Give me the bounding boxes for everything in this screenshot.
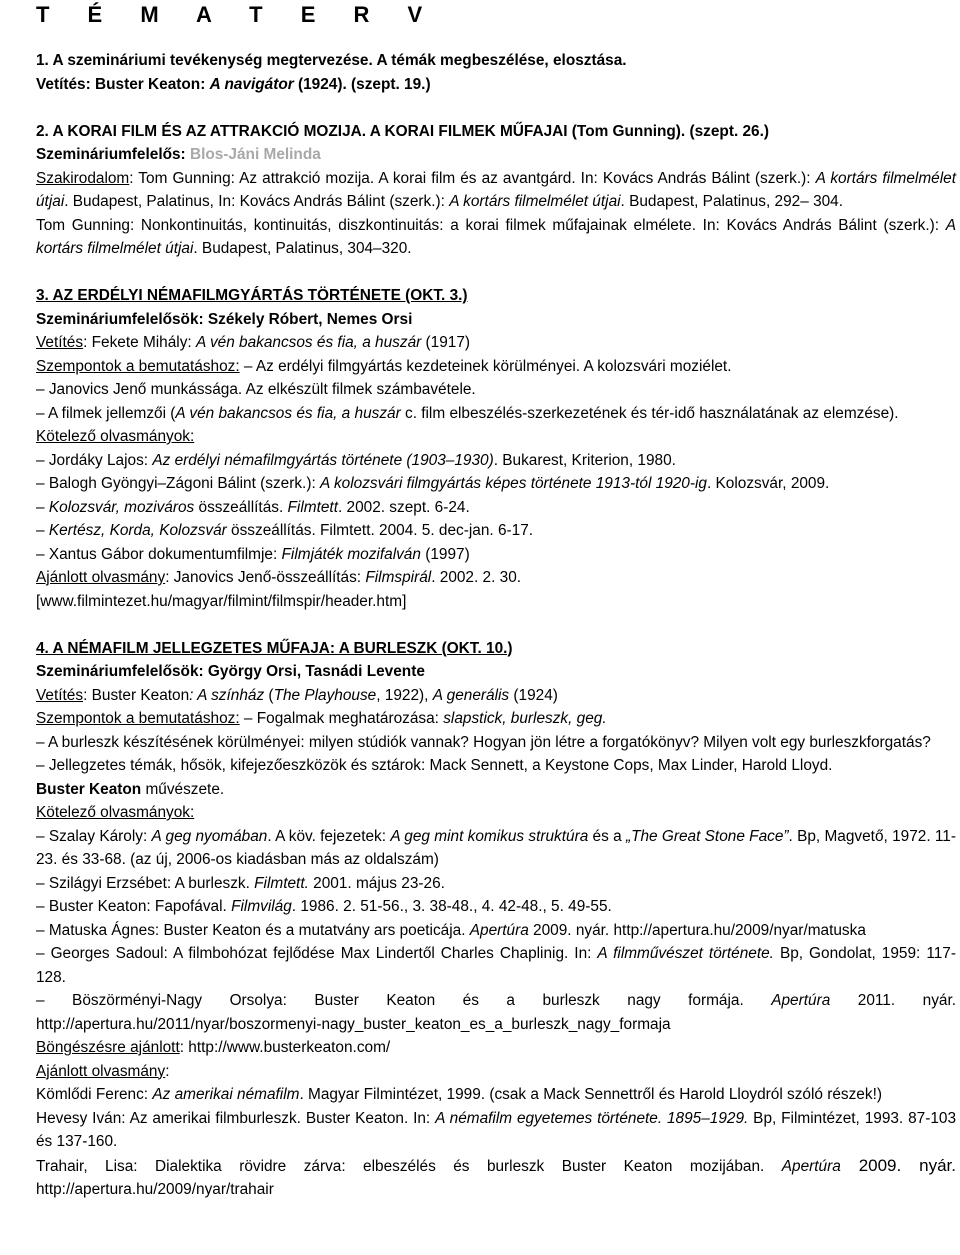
- aspect-text: – A filmek jellemzői (: [36, 404, 176, 422]
- section-3-required-3: [36, 496, 956, 520]
- reading-title: A kortárs filmelmélet útjai: [449, 193, 621, 210]
- reading-text: Hevesy Iván: Az amerikai filmburleszk. Buster Keaton. In:: [36, 1109, 436, 1127]
- reading-text: 2011. nyár. http://apertura.hu/2011/nyar/boszormenyi-nagy_buster_keaton_es_a_burleszk_nagy_formaja: [36, 992, 957, 1033]
- aspect-terms: slapstick, burleszk, geg.: [443, 710, 607, 727]
- section-3-heading: 3. AZ ERDÉLYI NÉMAFILMGYÁRTÁS TÖRTÉNETE (OKT. 3.): [36, 287, 468, 304]
- section-3-required-label: Kötelező olvasmányok:: [36, 428, 195, 445]
- section-2-heading: 2. A KORAI FILM ÉS AZ ATTRAKCIÓ MOZIJA. A KORAI FILMEK MŰFAJAI (Tom Gunning). (szept. 26.): [36, 122, 770, 140]
- screening-tail: (1924). (szept. 19.): [293, 75, 431, 93]
- section-3-aspects-3: [36, 402, 956, 426]
- reading-title: Apertúra: [771, 992, 831, 1009]
- section-4-required-1: [36, 825, 956, 872]
- screening-text: (1917): [421, 334, 471, 351]
- responsible-label: Szemináriumfelelős:: [36, 146, 190, 163]
- section-3-screening: [36, 331, 956, 355]
- aspect-text: művészete.: [141, 780, 225, 798]
- aspects-label: Szempontok a bemutatáshoz:: [36, 357, 240, 375]
- recommended-colon: :: [165, 1062, 170, 1080]
- section-4-browse: [36, 1036, 956, 1060]
- screening-text: Buster Keaton:: [90, 75, 210, 93]
- reading-text: 2009. nyár. http://apertura.hu/2009/nyar/matuska: [528, 921, 866, 939]
- screening-film: A vén bakancsos és fia, a huszár: [195, 334, 422, 351]
- reading-text: – Szalay Károly:: [36, 827, 152, 845]
- reading-title: Filmspirál: [365, 569, 432, 586]
- reading-text: (1997): [420, 545, 470, 563]
- reading-text: . Bukarest, Kriterion, 1980.: [493, 451, 676, 469]
- section-4-recommended-3: [36, 1154, 956, 1202]
- reading-text: . 2002. szept. 6-24.: [337, 498, 470, 516]
- section-3-aspects-1: [36, 355, 956, 379]
- section-3-responsible: Szemináriumfelelősök: Székely Róbert, Nemes Orsi: [36, 310, 413, 328]
- reading-text: összeállítás. Filmtett. 2004. 5. dec-jan. 6-17.: [226, 522, 534, 539]
- reading-text: összeállítás.: [194, 498, 288, 516]
- section-4-aspects-3: – Jellegzetes témák, hősök, kifejezőeszközök és sztárok: Mack Sennett, a Keystone Cops, Max Linder, Harold Lloyd.: [36, 757, 833, 774]
- screening-film: A generális: [432, 686, 510, 704]
- reading-text: – Balogh Gyöngyi–Zágoni Bálint (szerk.):: [36, 475, 321, 492]
- reading-title: Kertész, Korda, Kolozsvár: [48, 522, 227, 539]
- screening-text: : Buster Keaton: [83, 686, 190, 704]
- section-3-required-1: [36, 449, 956, 473]
- recommended-label: Ajánlott olvasmány: [36, 1062, 166, 1080]
- reading-title: A kolozsvári filmgyártás képes története 1913-tól 1920-ig: [320, 475, 707, 492]
- section-3-required-5: [36, 543, 956, 567]
- section-4-required-4: [36, 919, 956, 943]
- reading-text: és a: [588, 827, 626, 845]
- screening-film: The Playhouse: [273, 686, 377, 704]
- reading-link[interactable]: http://apertura.hu/2009/nyar/trahair: [36, 1181, 274, 1198]
- reading-text: . Kolozsvár, 2009.: [706, 475, 830, 492]
- reading-text: – Szilágyi Erzsébet: A burleszk.: [36, 874, 255, 892]
- section-3-link[interactable]: [www.filmintezet.hu/magyar/filmint/filmspir/header.htm]: [36, 592, 407, 610]
- section-4-required-2: [36, 872, 956, 896]
- reading-text: Bp, Gondolat, 1959: 117-128.: [36, 945, 956, 986]
- section-4-required-label: Kötelező olvasmányok:: [36, 804, 195, 821]
- section-4-screening: [36, 684, 956, 708]
- section-4-aspects-1: [36, 707, 956, 731]
- reading-text: Trahair, Lisa: Dialektika rövidre zárva: elbeszélés és burleszk Buster Keaton mozijában.: [36, 1157, 782, 1175]
- section-3-required-2: [36, 472, 956, 496]
- aspect-film: A vén bakancsos és fia, a huszár: [175, 404, 401, 422]
- reading-text: 2001. május 23-26.: [308, 874, 445, 892]
- reading-title: A geg mint komikus struktúra: [390, 827, 589, 845]
- document-body: [36, 49, 956, 1202]
- aspect-text: c. film elbeszélés-szerkezetének és tér-idő használatának az elemzése).: [400, 404, 899, 422]
- reading-title: A némafilm egyetemes története. 1895–1929.: [435, 1109, 749, 1127]
- reading-title: Filmjáték mozifalván: [281, 545, 421, 563]
- section-4-required-3: [36, 895, 956, 919]
- reading-text: 2009. nyár.: [840, 1155, 956, 1175]
- browse-label: Böngészésre ajánlott: [36, 1039, 180, 1056]
- reading-text: . Magyar Filmintézet, 1999. (csak a Mack Sennettről és Harold Lloydról szóló részek!): [299, 1086, 882, 1103]
- literature-label: Szakirodalom: [36, 169, 130, 187]
- recommended-label: Ajánlott olvasmány: [36, 569, 166, 586]
- screening-label: Vetítés: [36, 334, 84, 351]
- reading-text: – Böszörményi-Nagy Orsolya: Buster Keaton és a burleszk nagy formája.: [36, 992, 772, 1009]
- screening-label: Vetítés:: [36, 75, 91, 93]
- screening-text: (: [264, 686, 274, 704]
- reading-text: . Bp, Magvető, 1972. 11-23. és 33-68. (az új, 2006-os kiadásban más az oldalszám): [36, 827, 956, 868]
- screening-text: , 1922),: [376, 686, 433, 704]
- spacer: [36, 261, 956, 285]
- reading-title: „The Great Stone Face”: [625, 827, 789, 845]
- reading-text: . 2002. 2. 30.: [431, 569, 522, 586]
- reading-text: – Buster Keaton: Fapofával.: [36, 898, 232, 915]
- reading-title: Az erdélyi némafilmgyártás története (1903–1930): [152, 451, 494, 469]
- reading-title: Filmtett: [287, 498, 338, 516]
- reading-title: A geg nyomában: [151, 827, 268, 845]
- section-4-recommended-2: [36, 1107, 956, 1154]
- reading-text: – Jordáky Lajos:: [36, 451, 153, 469]
- screening-text: : Fekete Mihály:: [83, 334, 196, 351]
- screening-label: Vetítés: [36, 686, 84, 704]
- screening-film: A navigátor: [209, 75, 294, 93]
- reading-text: Tom Gunning: Nonkontinuitás, kontinuitás, diszkontinuitás: a korai filmek műfajainak elmélete. In: Kovács András Bálint (szerk.):: [36, 216, 946, 234]
- reading-text: : Tom Gunning: Az attrakció mozija. A korai film és az avantgárd. In: Kovács András Bálint (szerk.):: [129, 169, 816, 187]
- screening-film: : A színház: [189, 686, 265, 704]
- section-4-required-5: [36, 942, 956, 989]
- reading-text: – Matuska Ágnes: Buster Keaton és a mutatvány ars poeticája.: [36, 921, 470, 939]
- section-1-heading: 1. A szemináriumi tevékenység megtervezése. A témák megbeszélése, elosztása.: [36, 52, 627, 69]
- section-2-reading-2: [36, 214, 956, 261]
- section-1-screening: [36, 73, 956, 97]
- section-4-recommended-1: [36, 1083, 956, 1107]
- aspect-name: Buster Keaton: [36, 780, 142, 798]
- section-4-responsible: Szemináriumfelelősök: György Orsi, Tasnádi Levente: [36, 663, 425, 680]
- reading-text: Bp, Filmintézet, 1993. 87-103 és 137-160.: [36, 1109, 957, 1150]
- document-title: T É M A T E R V: [36, 2, 439, 27]
- screening-text: (1924): [509, 686, 558, 704]
- section-4-aspects-4: [36, 778, 956, 802]
- reading-text: . A köv. fejezetek:: [267, 827, 391, 845]
- reading-text: . 1986. 2. 51-56., 3. 38-48., 4. 42-48., 5. 49-55.: [291, 898, 612, 915]
- reading-title: Apertúra: [781, 1157, 841, 1175]
- aspect-text: – Az erdélyi filmgyártás kezdeteinek körülményei. A kolozsvári moziélet.: [239, 357, 732, 375]
- reading-text: . Budapest, Palatinus, In: Kovács András Bálint (szerk.):: [64, 193, 450, 210]
- section-3-recommended: [36, 566, 956, 590]
- section-3-required-4: [36, 519, 956, 543]
- section-4-recommended-label: [36, 1060, 956, 1084]
- reading-title: A kortárs filmelmélet útjai: [36, 169, 956, 210]
- reading-text: : Janovics Jenő-összeállítás:: [165, 569, 366, 586]
- spacer: [36, 96, 956, 120]
- aspect-text: – Fogalmak meghatározása:: [239, 710, 444, 727]
- responsible-name: Blos-Jáni Melinda: [189, 146, 321, 163]
- section-4-required-6: [36, 989, 956, 1036]
- reading-title: Az amerikai némafilm: [152, 1086, 300, 1103]
- section-4-heading: 4. A NÉMAFILM JELLEGZETES MŰFAJA: A BURLESZK (OKT. 10.): [36, 639, 513, 657]
- aspects-label: Szempontok a bemutatáshoz:: [36, 710, 240, 727]
- reading-text: –: [36, 522, 49, 539]
- reading-text: –: [36, 498, 49, 516]
- reading-text: Kömlődi Ferenc:: [36, 1086, 153, 1103]
- reading-title: Filmvilág: [231, 898, 292, 915]
- reading-title: Apertúra: [469, 921, 529, 939]
- reading-title: A filmművészet története.: [597, 945, 774, 962]
- reading-text: – Georges Sadoul: A filmbohózat fejlődése Max Lindertől Charles Chaplinig. In:: [36, 945, 598, 962]
- reading-title: Filmtett.: [254, 874, 309, 892]
- spacer: [36, 613, 956, 637]
- section-2-responsible: [36, 143, 956, 167]
- reading-text: – Xantus Gábor dokumentumfilmje:: [36, 545, 282, 563]
- section-2-reading-1: [36, 167, 956, 214]
- section-3-aspects-2: – Janovics Jenő munkássága. Az elkészült filmek számbavétele.: [36, 381, 476, 398]
- reading-title: Kolozsvár, moziváros: [48, 498, 195, 516]
- browse-link[interactable]: : http://www.busterkeaton.com/: [179, 1039, 391, 1056]
- reading-text: . Budapest, Palatinus, 292– 304.: [620, 193, 844, 210]
- section-4-aspects-2: – A burleszk készítésének körülményei: milyen stúdiók vannak? Hogyan jön létre a forgatókönyv? Milyen volt egy burleszkforgatás?: [36, 733, 931, 751]
- reading-text: . Budapest, Palatinus, 304–320.: [193, 240, 412, 257]
- reading-title: A kortárs filmelmélet útjai: [36, 216, 956, 257]
